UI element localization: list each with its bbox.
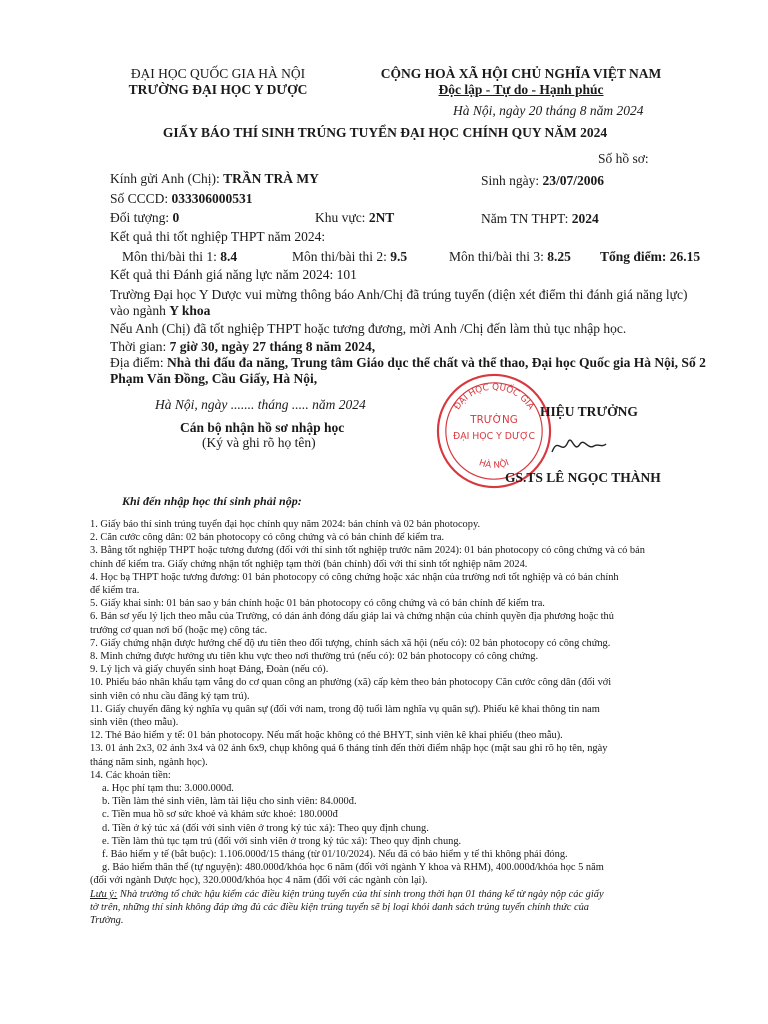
principal-title: HIỆU TRƯỞNG bbox=[540, 404, 638, 419]
fee-line: c. Tiền mua hồ sơ sức khoẻ và khám sức khoẻ: 180.000đ bbox=[102, 809, 338, 821]
requirement-line: 12. Thẻ Bảo hiểm y tế: 01 bản photocopy. Nếu mất hoặc không có thẻ BHYT, sinh viên kê khai phiếu (theo mẫu). bbox=[90, 730, 563, 742]
object bbox=[110, 210, 179, 226]
note-label: Lưu ý: bbox=[90, 888, 118, 900]
requirement-line: 10. Phiếu báo nhân khẩu tạm vắng do cơ quan công an phường (xã) cấp kèm theo bản photocopy Căn cước công dân (đối với bbox=[90, 677, 612, 689]
receiver-title: Cán bộ nhận hồ sơ nhập học bbox=[180, 420, 345, 435]
greeting bbox=[110, 171, 319, 187]
region-value: 2NT bbox=[368, 210, 395, 225]
region-label: Khu vực: bbox=[315, 210, 366, 225]
requirement-line: 13. 01 ảnh 2x3, 02 ảnh 3x4 và 02 ảnh 6x9, chụp không quá 6 tháng tính đến thời điểm nhập học (mặt sau ghi rõ họ tên, ngày bbox=[90, 743, 608, 755]
exam-2 bbox=[292, 249, 407, 265]
stamp-arc-top: QUỐC GIA bbox=[491, 382, 536, 412]
requirement-line: sinh viên (theo mẫu). bbox=[90, 717, 179, 729]
place-line-1: Nhà thi đấu đa năng, Trung tâm Giáo dục thể chất và thể thao, Đại học Quốc gia Hà Nội, Số 2 bbox=[167, 355, 706, 370]
invite-text: Nếu Anh (Chị) đã tốt nghiệp THPT hoặc tương đương, mời Anh /Chị đến làm thủ tục nhập học. bbox=[110, 321, 627, 336]
exam-3-score: 8.25 bbox=[547, 249, 571, 264]
note-line-1: Nhà trường tổ chức hậu kiểm các điều kiện trúng tuyển của thí sinh trong thời hạn 01 tháng kể từ ngày nộp các giấy bbox=[119, 888, 604, 900]
total-label: Tổng điểm: bbox=[600, 249, 667, 264]
principal-name: GS.TS LÊ NGỌC THÀNH bbox=[505, 470, 661, 485]
place-label: Địa điểm: bbox=[110, 355, 164, 370]
school-name: TRƯỜNG ĐẠI HỌC Y DƯỢC bbox=[128, 82, 308, 97]
fee-line: b. Tiền làm thẻ sinh viên, làm tài liệu cho sinh viên: 84.000đ. bbox=[102, 796, 357, 808]
object-label: Đối tượng: bbox=[110, 210, 170, 225]
fee-line: f. Bảo hiểm y tế (bắt buộc): 1.106.000đ/15 tháng (từ 01/10/2024). Nếu đã có bảo hiểm y tế thì không phải đóng. bbox=[102, 849, 568, 861]
requirement-line: 6. Bản sơ yếu lý lịch theo mẫu của Trường, có dán ảnh đóng dấu giáp lai và chứng nhận của chính quyền địa phương hoặc thủ bbox=[90, 611, 614, 623]
exam-2-label: Môn thi/bài thi 2: bbox=[292, 249, 387, 264]
university-name: ĐẠI HỌC QUỐC GIA HÀ NỘI bbox=[130, 66, 306, 81]
requirement-line: 4. Học bạ THPT hoặc tương đương: 01 bản photocopy có công chứng hoặc xác nhận của trường nơi tốt nghiệp và có bản chính bbox=[90, 571, 619, 583]
grad-year bbox=[481, 211, 599, 227]
page-title: GIẤY BÁO THÍ SINH TRÚNG TUYỂN ĐẠI HỌC CHÍNH QUY NĂM 2024 bbox=[162, 125, 608, 140]
total-value: 26.15 bbox=[669, 249, 701, 264]
requirement-line: 5. Giấy khai sinh: 01 bản sao y bản chính hoặc 01 bản photocopy có công chứng và có bản chính để kiểm tra. bbox=[90, 598, 545, 610]
dgnl-result: Kết quả thi Đánh giá năng lực năm 2024: 101 bbox=[110, 267, 357, 282]
requirement-line: chính để kiểm tra. Giấy chứng nhận tốt nghiệp tạm thời (bản chính) đối với thí sinh tốt nghiệp năm 2024. bbox=[90, 558, 528, 570]
student-name: TRẦN TRÀ MY bbox=[223, 171, 319, 186]
requirements-list bbox=[90, 518, 700, 927]
motto: Độc lập - Tự do - Hạnh phúc bbox=[438, 82, 604, 97]
svg-text:ĐẠI HỌC QUỐC GIA bbox=[452, 382, 535, 412]
svg-text:HÀ NỘI bbox=[478, 457, 511, 471]
stamp-org: TRƯỜNG bbox=[470, 414, 518, 427]
note bbox=[90, 888, 700, 901]
grad-year-label: Năm TN THPT: bbox=[481, 211, 569, 226]
cccd bbox=[110, 191, 253, 207]
dob-value: 23/07/2006 bbox=[542, 173, 605, 188]
exam-1-label: Môn thi/bài thi 1: bbox=[122, 249, 217, 264]
time-value: 7 giờ 30, ngày 27 tháng 8 năm 2024, bbox=[169, 339, 376, 354]
signature-icon bbox=[548, 432, 608, 460]
receiver-note: (Ký và ghi rõ họ tên) bbox=[202, 435, 316, 450]
requirement-line: sinh viên có nhu cầu đăng ký tạm trú). bbox=[90, 690, 250, 702]
nation-title: CỘNG HOÀ XÃ HỘI CHỦ NGHĨA VIỆT NAM bbox=[380, 66, 662, 81]
requirement-line: để kiểm tra. bbox=[90, 585, 140, 597]
admission-place bbox=[110, 355, 706, 371]
stamp-school: ĐẠI HỌC Y DƯỢC bbox=[452, 430, 536, 442]
requirement-line: 7. Giấy chứng nhận được hưởng chế độ ưu tiên theo đối tượng, chính sách xã hội (nếu có): 02 bản photocopy có công chứng. bbox=[90, 637, 611, 649]
stamp-arc-left: ĐẠI HỌC bbox=[452, 382, 490, 412]
dob bbox=[481, 173, 604, 189]
greeting-label: Kính gửi Anh (Chị): bbox=[110, 171, 220, 186]
admission-time bbox=[110, 339, 375, 355]
notice-prefix: vào ngành bbox=[110, 303, 166, 318]
fee-line: a. Học phí tạm thu: 3.000.000đ. bbox=[102, 783, 234, 795]
requirement-line: 3. Bằng tốt nghiệp THPT hoặc tương đương (đối với thí sinh tốt nghiệp trước năm 2024): 01 bản photocopy có công chứng và có bản bbox=[90, 545, 645, 557]
thpt-result-label: Kết quả thi tốt nghiệp THPT năm 2024: bbox=[110, 229, 326, 244]
requirement-line: tháng năm sinh, ngành học). bbox=[90, 756, 208, 768]
notice-line-2 bbox=[110, 303, 210, 319]
requirement-line: 9. Lý lịch và giấy chuyển sinh hoạt Đảng, Đoàn (nếu có). bbox=[90, 664, 329, 676]
requirement-line: 2. Căn cước công dân: 02 bản photocopy có công chứng và có bản chính để kiểm tra. bbox=[90, 532, 445, 544]
cccd-label: Số CCCD: bbox=[110, 191, 169, 206]
requirement-line: 14. Các khoản tiền: bbox=[90, 769, 171, 781]
fee-line: g. Bảo hiểm thân thể (tự nguyện): 480.000đ/khóa học 6 năm (đối với ngành Y khoa và RHM), 400.000đ/khóa học 5 năm bbox=[102, 862, 604, 874]
issue-date: Hà Nội, ngày 20 tháng 8 năm 2024 bbox=[453, 103, 644, 118]
fee-line: e. Tiền làm thủ tục tạm trú (đối với sinh viên ở trong ký túc xá): Theo quy định chung. bbox=[102, 835, 462, 847]
object-value: 0 bbox=[172, 210, 180, 225]
exam-3-label: Môn thi/bài thi 3: bbox=[449, 249, 544, 264]
requirement-line: trưởng cơ quan nơi bố (hoặc mẹ) công tác. bbox=[90, 624, 268, 636]
grad-year-value: 2024 bbox=[571, 211, 599, 226]
total-score bbox=[600, 249, 700, 265]
note-line: Trường. bbox=[90, 915, 124, 927]
exam-3 bbox=[449, 249, 571, 265]
exam-1 bbox=[122, 249, 237, 265]
region bbox=[315, 210, 394, 226]
fee-line-continued: (đối với ngành Dược học), 320.000đ/khóa học 4 năm (đối với các ngành còn lại). bbox=[90, 875, 428, 887]
requirement-line: 11. Giấy chuyển đăng ký nghĩa vụ quân sự (đối với nam, trong độ tuổi làm nghĩa vụ quân sự). Phiếu kê khai thông tin nam bbox=[90, 703, 600, 715]
exam-2-score: 9.5 bbox=[390, 249, 408, 264]
file-no-label: Số hồ sơ: bbox=[598, 151, 649, 166]
fee-line: d. Tiền ở ký túc xá (đối với sinh viên ở trong ký túc xá): Theo quy định chung. bbox=[102, 822, 429, 834]
requirement-line: 8. Minh chứng được hưởng ưu tiên khu vực theo nơi thường trú (nếu có): 02 bản photocopy có công chứng. bbox=[90, 651, 539, 663]
stamp-arc-bottom: HÀ NỘI bbox=[477, 458, 511, 472]
place-line-2: Phạm Văn Đồng, Cầu Giấy, Hà Nội, bbox=[110, 371, 318, 386]
receiver-date: Hà Nội, ngày ....... tháng ..... năm 2024 bbox=[155, 397, 366, 412]
major: Y khoa bbox=[169, 303, 211, 318]
requirements-heading: Khi đến nhập học thí sinh phải nộp: bbox=[122, 494, 302, 508]
notice-line-1: Trường Đại học Y Dược vui mừng thông báo Anh/Chị đã trúng tuyển (diện xét điểm thi đánh giá năng lực) bbox=[110, 287, 688, 302]
exam-1-score: 8.4 bbox=[220, 249, 238, 264]
cccd-value: 033306000531 bbox=[171, 191, 253, 206]
dob-label: Sinh ngày: bbox=[481, 173, 540, 188]
note-line: tờ trên, những thí sinh không đáp ứng đủ các điều kiện trúng tuyển sẽ bị loại khỏi danh sách trúng tuyển chính thức của bbox=[90, 901, 589, 913]
requirement-line: 1. Giấy báo thí sinh trúng tuyển đại học chính quy năm 2024: bản chính và 02 bản photocopy. bbox=[90, 519, 481, 530]
time-label: Thời gian: bbox=[110, 339, 167, 354]
